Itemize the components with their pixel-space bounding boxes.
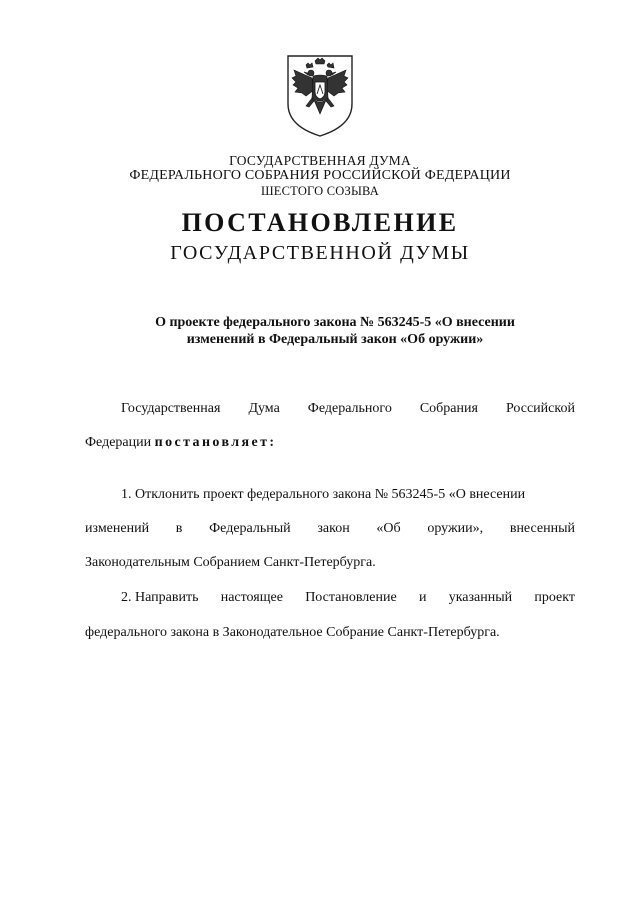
item-1-line-1: 1. Отклонить проект федерального закона № 563245-5 «О внесении [121,487,526,502]
preamble-word: Собрания [419,401,478,416]
item-1-word: в [175,521,183,536]
item-1-line-2 [85,520,575,538]
preamble-resolves: постановляет: [154,435,277,450]
item-1-word: Федеральный [209,521,291,536]
item-2-line-2: федерального закона в Законодательное Собрание Санкт-Петербурга. [85,625,500,640]
subject-line-1: О проекте федерального закона № 563245-5 «О внесении [155,315,515,330]
item-1-word: «Об [376,521,401,536]
item-2-line-1 [121,589,575,607]
header-line-convocation: ШЕСТОГО СОЗЫВА [260,184,380,198]
item-2-word: настоящее [220,590,283,605]
item-2-word: проект [534,590,575,605]
preamble-word: Российской [505,401,575,416]
preamble-word: Федерального [307,401,392,416]
item-1-line-3: Законодательным Собранием Санкт-Петербурга. [85,555,376,570]
item-1-word: внесенный [509,521,575,536]
document-title: ПОСТАНОВЛЕНИЕ [181,208,459,237]
preamble-federation: Федерации [85,435,152,450]
preamble-word: Государственная [121,401,221,416]
preamble-line-1 [121,400,575,418]
preamble-line-2 [85,434,575,452]
header-line-duma: ГОСУДАРСТВЕННАЯ ДУМА [229,153,411,168]
item-2-word: и [418,590,427,605]
coat-of-arms-emblem [282,52,358,138]
item-2-word: указанный [448,590,513,605]
subject-line-2: изменений в Федеральный закон «Об оружии» [186,332,484,347]
item-1-word: изменений [85,521,150,536]
preamble-word: Дума [248,401,280,416]
item-2-word: 2. Направить [121,590,199,605]
item-1-word: оружии», [427,521,484,536]
item-2-word: Постановление [305,590,397,605]
document-subtitle: ГОСУДАРСТВЕННОЙ ДУМЫ [170,242,470,264]
header-line-federal-assembly: ФЕДЕРАЛЬНОГО СОБРАНИЯ РОССИЙСКОЙ ФЕДЕРАЦИИ [129,168,511,183]
item-1-word: закон [317,521,350,536]
